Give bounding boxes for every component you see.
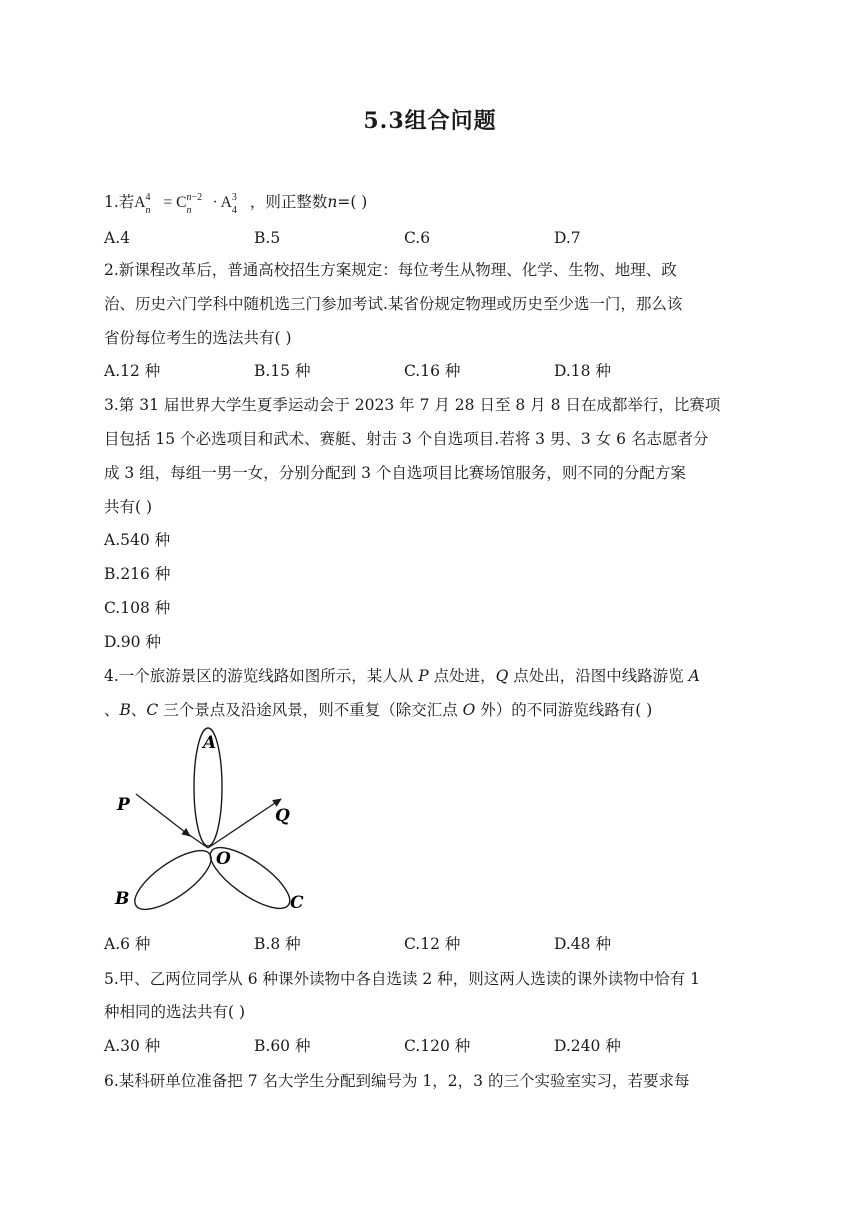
q4-text: 、	[104, 701, 120, 719]
entry-arrow	[136, 794, 190, 836]
q4-option-d: D.48 种	[554, 935, 611, 953]
q5-option-b: B.60 种	[254, 1037, 311, 1055]
q2-option-a: A.12 种	[104, 362, 161, 380]
q2-line-2: 治、历史六门学科中随机选三门参加考试.某省份规定物理或历史至少选一门，那么该	[104, 295, 683, 313]
q1-tail: =( )	[337, 193, 368, 211]
label-p: P	[117, 795, 130, 815]
q4-line-2	[104, 700, 652, 720]
q4-option-a: A.6 种	[104, 935, 151, 953]
q4-text: 三个景点及沿途风景，则不重复（除交汇点	[158, 701, 463, 719]
q4-point-q: Q	[495, 667, 509, 685]
q4-point-a: A	[688, 667, 700, 685]
page-title: 5.3组合问题	[363, 108, 497, 134]
q2-option-c: C.16 种	[404, 362, 461, 380]
entry-line	[188, 834, 208, 848]
q2-option-d: D.18 种	[554, 362, 611, 380]
q3-line-4: 共有( )	[104, 498, 153, 516]
q2-line-1: 2.新课程改革后，普通高校招生方案规定：每位考生从物理、化学、生物、地理、政	[104, 261, 677, 279]
q3-option-a: A.540 种	[104, 531, 171, 549]
q1-option-b: B.5	[254, 229, 281, 247]
q3-line-2: 目包括 15 个必选项目和武术、赛艇、射击 3 个自选项目.若将 3 男、3 女 6 名志愿者分	[104, 430, 709, 448]
q4-text: 点处进，	[428, 667, 496, 685]
q4-point-c: C	[146, 701, 159, 719]
q4-point-p: P	[418, 667, 429, 685]
q4-text: 、	[130, 701, 147, 719]
q3-option-b: B.216 种	[104, 565, 171, 583]
q3-option-d: D.90 种	[104, 633, 161, 651]
q5-line-2: 种相同的选法共有( )	[104, 1003, 246, 1021]
q4-text: 4.一个旅游景区的游览线路如图所示，某人从	[104, 667, 419, 685]
q5-line-1: 5.甲、乙两位同学从 6 种课外读物中各自选读 2 种，则这两人选读的课外读物中恰有 1	[104, 970, 701, 988]
label-o: O	[216, 849, 231, 869]
q5-option-a: A.30 种	[104, 1037, 161, 1055]
q4-text: 点处出，沿图中线路游览	[508, 667, 689, 685]
q2-line-3: 省份每位考生的选法共有( )	[104, 329, 292, 347]
q1-option-a: A.4	[104, 229, 130, 247]
label-a: A	[203, 733, 217, 753]
q4-line-1	[104, 666, 700, 686]
q1-suffix: ，则正整数	[249, 193, 328, 211]
q6-line-1: 6.某科研单位准备把 7 名大学生分配到编号为 1，2，3 的三个实验室实习，若要求每	[104, 1072, 690, 1090]
route-diagram	[100, 726, 320, 920]
q4-point-b: B	[119, 701, 131, 719]
q4-point-o: O	[462, 701, 476, 719]
q1-prefix: 1.若	[104, 193, 135, 211]
q5-option-c: C.120 种	[404, 1037, 471, 1055]
q1-var: n	[327, 193, 338, 211]
question-1	[104, 192, 368, 216]
q4-option-c: C.12 种	[404, 935, 461, 953]
q4-option-b: B.8 种	[254, 935, 301, 953]
q2-option-b: B.15 种	[254, 362, 311, 380]
label-b: B	[115, 889, 130, 909]
q3-option-c: C.108 种	[104, 599, 171, 617]
q1-option-d: D.7	[554, 229, 581, 247]
q3-line-1: 3.第 31 届世界大学生夏季运动会于 2023 年 7 月 28 日至 8 月 8 日在成都举行，比赛项	[104, 396, 721, 414]
q4-text: 外）的不同游览线路有( )	[475, 701, 653, 719]
label-q: Q	[275, 806, 290, 826]
label-c: C	[290, 893, 304, 913]
q1-formula: A 4 n = C n−2 n · A 3 4	[134, 192, 237, 216]
q3-line-3: 成 3 组，每组一男一女，分别分配到 3 个自选项目比赛场馆服务，则不同的分配方案	[104, 464, 686, 482]
q1-option-c: C.6	[404, 229, 431, 247]
q5-option-d: D.240 种	[554, 1037, 621, 1055]
loop-b	[126, 840, 219, 919]
